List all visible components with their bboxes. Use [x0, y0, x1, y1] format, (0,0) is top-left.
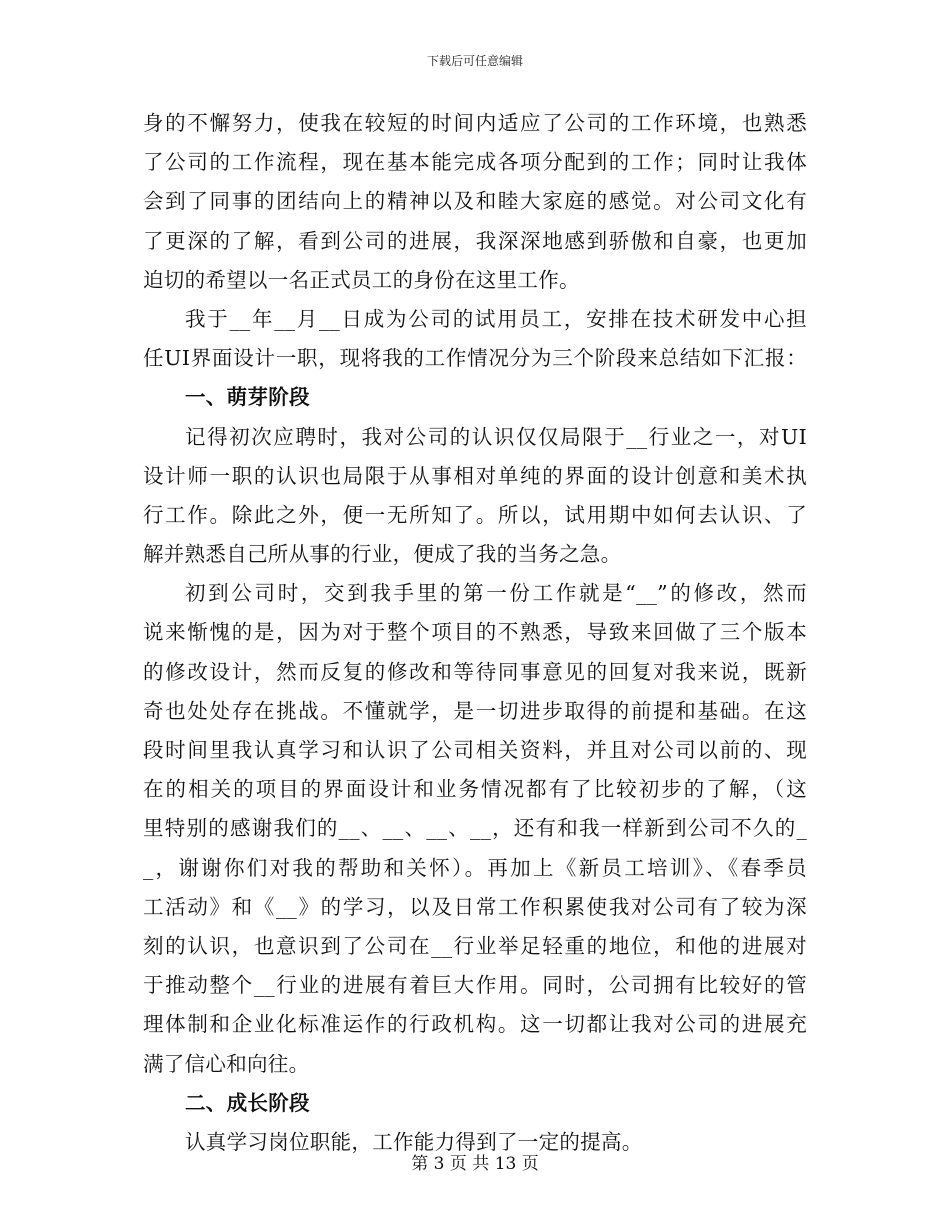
body-line: 奇也处处存在挑战。不懂就学，是一切进步取得的前提和基础。在这: [143, 698, 807, 723]
body-line: 设计师一职的认识也局限于从事相对单纯的界面的设计创意和美术执: [143, 463, 807, 488]
body-line: 了更深的了解，看到公司的进展，我深深地感到骄傲和自豪，也更加: [143, 228, 807, 253]
body-line: 我于__年__月__日成为公司的试用员工，安排在技术研发中心担: [185, 306, 807, 331]
body-line: _，谢谢你们对我的帮助和关怀）。再加上《新员工培训》、《春季员: [143, 855, 807, 880]
section-heading: 二、成长阶段: [185, 1090, 310, 1115]
body-line: 会到了同事的团结向上的精神以及和睦大家庭的感觉。对公司文化有: [143, 189, 807, 214]
body-line: 了公司的工作流程，现在基本能完成各项分配到的工作；同时让我体: [143, 150, 807, 175]
body-line: 说来惭愧的是，因为对于整个项目的不熟悉，导致来回做了三个版本: [143, 620, 807, 645]
body-line: 认真学习岗位职能，工作能力得到了一定的提高。: [185, 1129, 643, 1154]
body-line: 任UI界面设计一职，现将我的工作情况分为三个阶段来总结如下汇报：: [143, 346, 807, 371]
body-line: 段时间里我认真学习和认识了公司相关资料，并且对公司以前的、现: [143, 738, 807, 762]
body-line: 的修改设计，然而反复的修改和等待同事意见的回复对我来说，既新: [143, 659, 807, 684]
body-line: 迫切的希望以一名正式员工的身份在这里工作。: [143, 267, 580, 292]
section-heading: 一、萌芽阶段: [185, 385, 310, 410]
body-line: 于推动整个__行业的进展有着巨大作用。同时，公司拥有比较好的管: [143, 973, 807, 998]
document-body: [143, 104, 807, 1162]
body-line: 初到公司时，交到我手里的第一份工作就是“__”的修改，然而: [185, 581, 807, 606]
body-line: 满了信心和向往。: [143, 1051, 310, 1076]
body-line: 里特别的感谢我们的__、__、__、__，还有和我一样新到公司不久的_: [143, 816, 807, 841]
body-line: 记得初次应聘时，我对公司的认识仅仅局限于__行业之一，对UI: [185, 424, 807, 449]
body-line: 刻的认识，也意识到了公司在__行业举足轻重的地位，和他的进展对: [143, 933, 807, 958]
body-line: 理体制和企业化标准运作的行政机构。这一切都让我对公司的进展充: [143, 1012, 807, 1037]
body-line: 在的相关的项目的界面设计和业务情况都有了比较初步的了解，（这: [143, 777, 807, 802]
body-line: 身的不懈努力，使我在较短的时间内适应了公司的工作环境，也熟悉: [143, 111, 807, 135]
body-line: 行工作。除此之外，便一无所知了。所以，试用期中如何去认识、了: [143, 502, 807, 527]
page-header-note: 下载后可任意编辑: [426, 54, 523, 68]
body-line: 工活动》和《__》的学习，以及日常工作积累使我对公司有了较为深: [143, 894, 807, 919]
body-line: 解并熟悉自己所从事的行业，便成了我的当务之急。: [143, 542, 622, 567]
page-number: 第 3 页 共 13 页: [411, 1154, 539, 1174]
